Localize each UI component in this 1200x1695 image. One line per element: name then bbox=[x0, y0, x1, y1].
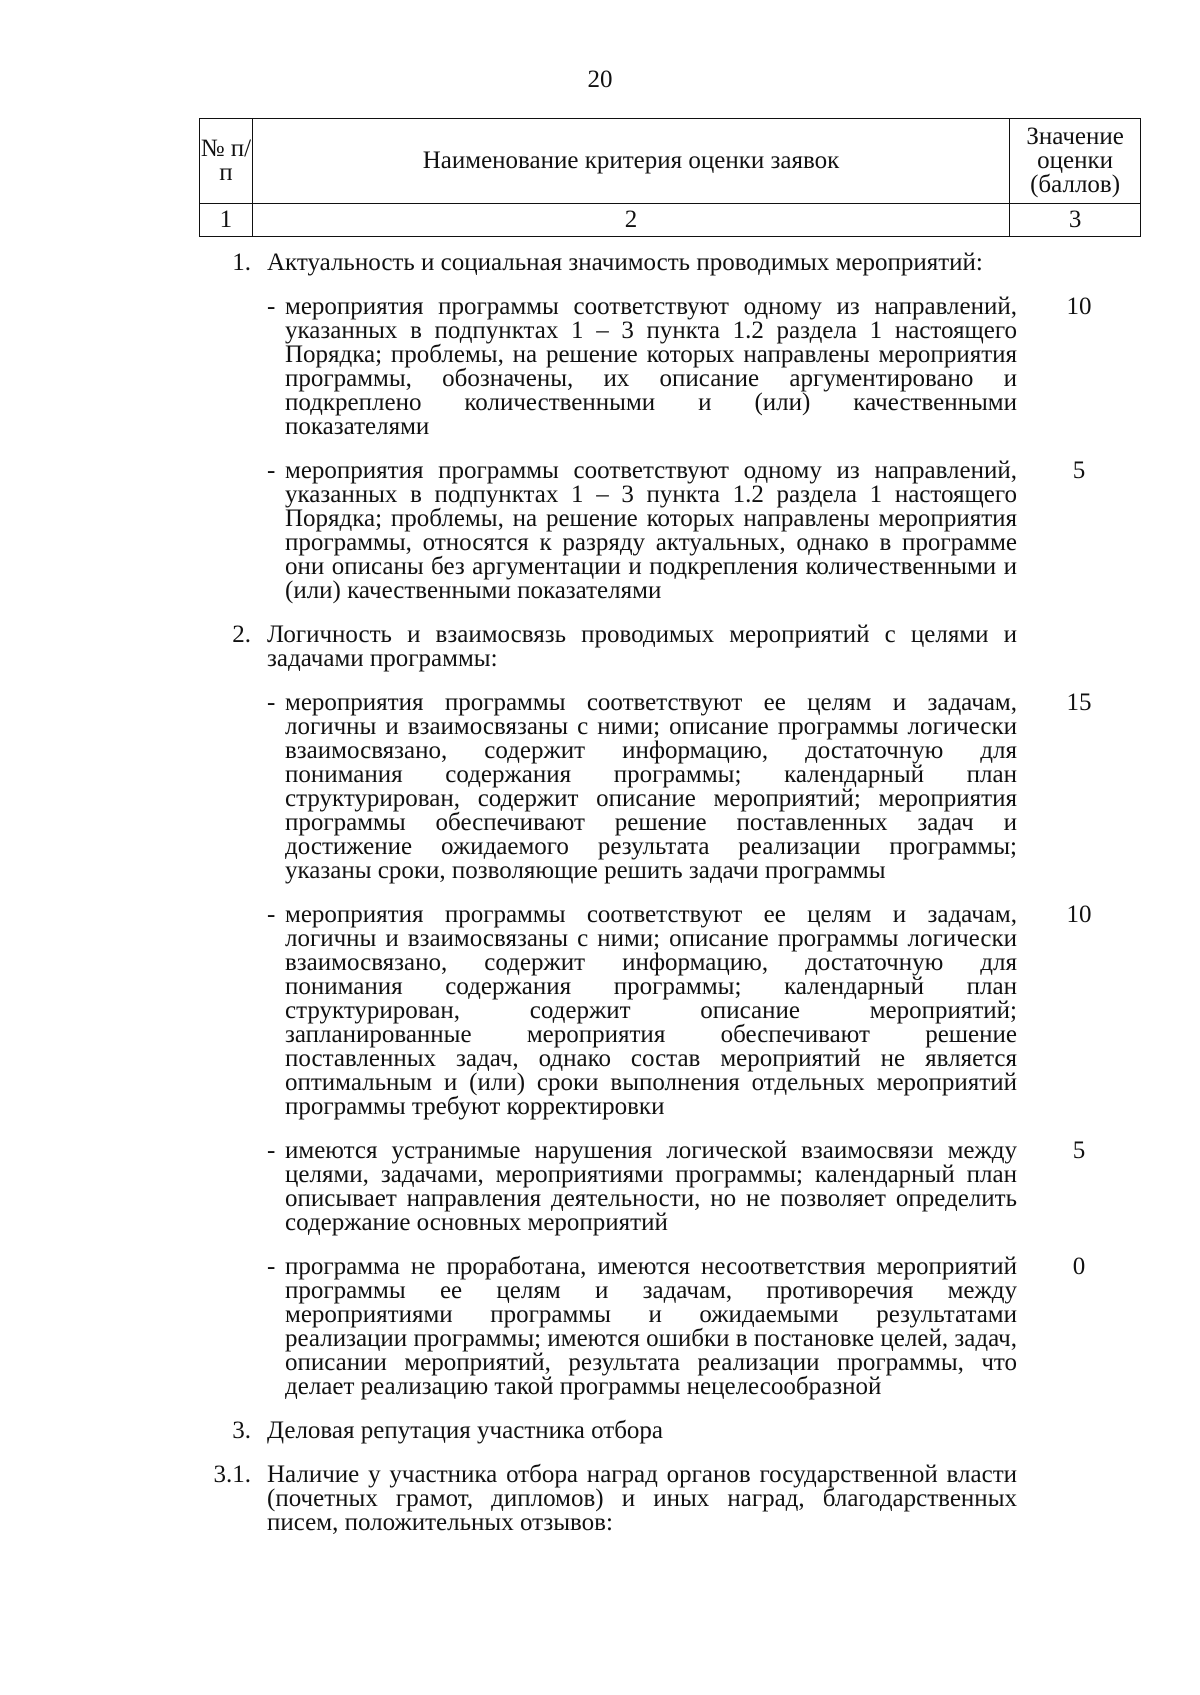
header-number-cell: № п/п bbox=[200, 119, 253, 204]
section-3-1-row bbox=[199, 1463, 1141, 1535]
section-2-row bbox=[199, 623, 1141, 671]
section-number: 3.1. bbox=[213, 1461, 251, 1488]
index-cell-2: 2 bbox=[252, 204, 1009, 237]
section-1-row bbox=[199, 251, 1141, 275]
section-number: 1. bbox=[232, 249, 251, 276]
criterion-text: мероприятия программы соответствуют ее целям и задачам, логичны и взаимосвязаны с ними; описание программы логически взаимосвязано, содержит информацию, достаточную для понимания содержания программы; календарный план структурирован, содержит описание мероприятий; мероприятия программы обеспечивают решение поставленных задач и достижение ожидаемого результата реализации программы; указаны сроки, позволяющие решить задачи программы bbox=[285, 689, 1017, 884]
page-number: 20 bbox=[587, 66, 613, 93]
header-score-cell: Значение оценки (баллов) bbox=[1010, 119, 1141, 204]
criterion-item: - программа не проработана, имеются несоответствия мероприятий программы ее целям и задачам, противоречия между мероприятиями программы и ожидаемыми результатами реализации программы; имеются ошибки в постановке целей, задач, описании мероприятий, результата реализации программы, что делает реализацию такой программы нецелесообразной 0 bbox=[199, 1255, 1141, 1399]
table-index-row bbox=[200, 204, 1141, 237]
criterion-score: 10 bbox=[1066, 901, 1092, 928]
criterion-item: - мероприятия программы соответствуют одному из направлений, указанных в подпунктах 1 – 3 пункта 1.2 раздела 1 настоящего Порядка; проблемы, на решение которых направлены мероприятия программы, относятся к разряду актуальных, однако в программе они описаны без аргументации и подкрепления количественными и (или) качественными показателями 5 bbox=[199, 459, 1141, 603]
section-title: Логичность и взаимосвязь проводимых мероприятий с целями и задачами программы: bbox=[267, 621, 1017, 672]
index-cell-1: 1 bbox=[200, 204, 253, 237]
criterion-item: - имеются устранимые нарушения логической взаимосвязи между целями, задачами, мероприятиями программы; календарный план описывает направления деятельности, но не позволяет определить содержание основных мероприятий 5 bbox=[199, 1139, 1141, 1235]
table-header-row bbox=[200, 119, 1141, 204]
criteria-table-header bbox=[199, 118, 1141, 237]
criterion-score: 5 bbox=[1072, 457, 1086, 484]
section-number: 3. bbox=[232, 1417, 251, 1444]
criterion-item: - мероприятия программы соответствуют ее целям и задачам, логичны и взаимосвязаны с ними; описание программы логически взаимосвязано, содержит информацию, достаточную для понимания содержания программы; календарный план структурирован, содержит описание мероприятий; мероприятия программы обеспечивают решение поставленных задач и достижение ожидаемого результата реализации программы; указаны сроки, позволяющие решить задачи программы 15 bbox=[199, 691, 1141, 883]
criterion-text: программа не проработана, имеются несоответствия мероприятий программы ее целям и задачам, противоречия между мероприятиями программы и ожидаемыми результатами реализации программы; имеются ошибки в постановке целей, задач, описании мероприятий, результата реализации программы, что делает реализацию такой программы нецелесообразной bbox=[285, 1253, 1017, 1400]
section-title: Актуальность и социальная значимость проводимых мероприятий: bbox=[267, 249, 983, 276]
header-name-cell: Наименование критерия оценки заявок bbox=[252, 119, 1009, 204]
criterion-text: имеются устранимые нарушения логической взаимосвязи между целями, задачами, мероприятиями программы; календарный план описывает направления деятельности, но не позволяет определить содержание основных мероприятий bbox=[285, 1137, 1017, 1236]
criterion-score: 15 bbox=[1066, 689, 1092, 716]
criterion-item: - мероприятия программы соответствуют одному из направлений, указанных в подпунктах 1 – 3 пункта 1.2 раздела 1 настоящего Порядка; проблемы, на решение которых направлены мероприятия программы, обозначены, их описание аргументировано и подкреплено количественными и (или) качественными показателями 10 bbox=[199, 295, 1141, 439]
section-3-row bbox=[199, 1419, 1141, 1443]
criterion-text: мероприятия программы соответствуют ее целям и задачам, логичны и взаимосвязаны с ними; описание программы логически взаимосвязано, содержит информацию, достаточную для понимания содержания программы; календарный план структурирован, содержит описание мероприятий; запланированные мероприятия обеспечивают решение поставленных задач, однако состав мероприятий не является оптимальным и (или) сроки выполнения отдельных мероприятий программы требуют корректировки bbox=[285, 901, 1017, 1120]
section-number: 2. bbox=[232, 621, 251, 648]
section-title: Деловая репутация участника отбора bbox=[267, 1417, 664, 1444]
section-title: Наличие у участника отбора наград органов государственной власти (почетных грамот, дипломов) и иных наград, благодарственных писем, положительных отзывов: bbox=[267, 1461, 1017, 1536]
criterion-score: 10 bbox=[1066, 293, 1092, 320]
criteria-list bbox=[199, 251, 1141, 1535]
criterion-text: мероприятия программы соответствуют одному из направлений, указанных в подпунктах 1 – 3 пункта 1.2 раздела 1 настоящего Порядка; проблемы, на решение которых направлены мероприятия программы, относятся к разряду актуальных, однако в программе они описаны без аргументации и подкрепления количественными и (или) качественными показателями bbox=[285, 457, 1017, 604]
criterion-item: - мероприятия программы соответствуют ее целям и задачам, логичны и взаимосвязаны с ними; описание программы логически взаимосвязано, содержит информацию, достаточную для понимания содержания программы; календарный план структурирован, содержит описание мероприятий; запланированные мероприятия обеспечивают решение поставленных задач, однако состав мероприятий не является оптимальным и (или) сроки выполнения отдельных мероприятий программы требуют корректировки 10 bbox=[199, 903, 1141, 1119]
criterion-score: 0 bbox=[1072, 1253, 1086, 1280]
index-cell-3: 3 bbox=[1010, 204, 1141, 237]
criterion-score: 5 bbox=[1072, 1137, 1086, 1164]
criterion-text: мероприятия программы соответствуют одному из направлений, указанных в подпунктах 1 – 3 пункта 1.2 раздела 1 настоящего Порядка; проблемы, на решение которых направлены мероприятия программы, обозначены, их описание аргументировано и подкреплено количественными и (или) качественными показателями bbox=[285, 293, 1017, 440]
